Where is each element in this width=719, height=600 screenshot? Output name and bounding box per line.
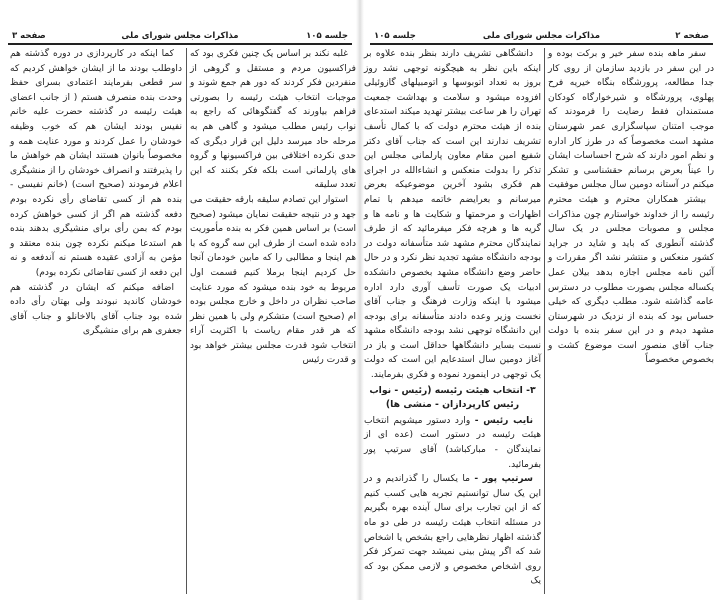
publication-title: مذاکرات مجلس شورای ملی [482, 31, 601, 41]
speaker-name: سرتیپ پور - [474, 474, 533, 485]
section-heading: ۳- انتخاب هیئت رئیسه (رئیس - نواب رئیس کارپردازان - منشی ها) [369, 384, 536, 411]
text-column-right [548, 47, 714, 368]
speech-paragraph [364, 414, 541, 472]
speech-paragraph [364, 472, 541, 589]
body-paragraph: استوار این تصادم سلیقه بارقه حقیقت می جهد و در نتیجه حقیقت نمایان میشود (صحیح است) بر اساس همین فکر به بنده مأموریت داده شده است از طرف این سه گروه که با هم اینجا و مطالبی را که مابین خودمان آنجا حل کردیم اینجا برملا کنیم قسمت اول مربوط به خود بنده میشود که مورد عنایت صاحب نظران در داخل و خارج مجلس بوده ام (صحیح است) متشکرم ولی با همین نظر که هر قدر مقام ریاست با اکثریت آراء انتخاب شود قدرت مجلس بیشتر خواهد بود و قدرت رئیس [190, 194, 356, 366]
body-paragraph: کما اینکه در کارپردازی در دوره گذشته هم داوطلب بودند ما از ایشان خواهش کردیم که سر قطعی بفرمایند اعتمادی بسرای حفظ وحدت بنده منصرف هستم ( از جانب اعضای هیئت رئیسه در گذشته حضرت علیه خانم نفیس بودند ایشان هم که خوب وظیفه خودشان را عمل کردند و مورد عنایت همه و مخصوصاً بانوان هستند ایشان هم خواهش ما را پذیرفتند و انصراف خودشان را از منشیگری اعلام فرمودند (صحیح است) (خانم نفیسی - بنده هم از کسی تقاضای رأی نکرده بودم دفعه گذشته هم اگر از کسی خواهش کرده بودم که بمن رأی برای منشیگری بدهند بنده هم استدعا میکنم نکرده چون بنده معتقد و مؤمن به آزادی عقیده هستم نه آندفعه و نه این دفعه از کسی تقاضائی نکرده بودم) [10, 49, 182, 278]
running-header [8, 31, 352, 45]
running-header [370, 31, 713, 45]
page-3 [0, 0, 358, 600]
text-column-left [364, 47, 541, 589]
body-paragraph: سفر ماهه بنده سفر خیر و برکت بوده و در این سفر در بازدید سازمان از روی کار جدا مطالعه، پرورشگاه بنگاه خیریه فرح پهلوی، پرورشگاه و شیرخوارگاه کودکان مستمندان فقط رضایت را فرمودند که موجب امتنان سپاسگزاری عمر شهرستان مشهد است مخصوصاً که در طرز کار اداره و نظم امور دارند که شرح احساسات ایشان را عیناً بعرض برسانم حقشناسی و تشکر میکنم در آستانه دومین سال مجلس موفقیت [548, 49, 714, 191]
session-number: جلسه ۱۰۵ [374, 31, 416, 41]
column-divider [186, 48, 187, 594]
body-paragraph: غلبه نکند بر اساس یک چنین فکری بود که فراکسیون مردم و مستقل و گروهی از منفردین فکر کردند که دور هم جمع شوند و موجبات انتخاب هیئت رئیسه را بصورتی فراهم بیاورند که گفتگوهائی که راجع به نواب رئیس مطلب میشود و گاهی هم به مرحله حاد میرسد دلیل این قرار دیگری که حدی نکرده اختلافی بین فراکسیونها و گروه های پارلمانی است بلکه فکر بکنند که این تعدد سلیقه [190, 49, 356, 191]
speaker-name: نایب رئیس - [474, 415, 534, 426]
text-column-left [10, 47, 182, 339]
body-paragraph: اضافه میکنم که ایشان در گذشته هم خودشان کاندید نبودند ولی بهتان رأی داده شده بود جناب آقای بالاخانلو و جناب آقای جعفری هم برای منشیگری [10, 282, 182, 337]
page-number: صفحه ۳ [12, 31, 46, 41]
body-paragraph: دانشگاهی تشریف دارند بنظر بنده علاوه بر اینکه باین نظر به هیچگونه توجهی نشد روز بروز به تعداد اتوبوسها و اتومبیلهای گازوئیلی افزوده میشود و سلامت و بهداشت جمعیت تهران را هر ساعت بیشتر تهدید میکند استدعای بنده از هیئت محترم دولت که با کمال تأسف تشریف ندارند این است که جناب آقای دکتر شفیع امین مقام معاون پارلمانی مجلس این تذکر را بدولت منعکس و انشاءالله در اجرای هم فکری بشود آخرین موضوعیکه بعرض میرسانم و بعرایضم خاتمه میدهم با تمام اظهارات و مرحمتها و شکایت ها و نامه ها و گریه ها و هرچه فکر میفرمائید که از طرف نمایندگان محترم مشهد شد متأسفانه دولت در بودجه دانشگاه مشهد تجدید نظر نکرد و در حال حاضر وضع دانشگاه مشهد بخصوص دانشکده ادبیات یک صورت تأسف آوری دارد اداره میشود با اینکه وزارت فرهنگ و جناب آقای نخست وزیر وعده دادند متأسفانه برای بودجه این دانشگاه توجهی نشد بودجه دانشگاه مشهد نسبت بسایر دانشگاهها حداقل است و باز در آغاز دومین سال استدعایم این است که دولت یک توجهی در اینمورد نموده و فکری بفرمایند. [364, 49, 541, 381]
session-number: جلسه ۱۰۵ [306, 31, 348, 41]
column-divider [544, 48, 545, 594]
speech-text: وارد دستور میشویم انتخاب هیئت رئیسه در دستور است (عده ای از نمایندگان - مبارکباشد) آقای سرتیپ پور بفرمائید. [364, 415, 541, 470]
publication-title: مذاکرات مجلس شورای ملی [121, 31, 239, 41]
page-number: صفحه ۲ [675, 31, 709, 41]
speech-text: ما یکسال را گذراندیم و در این یک سال توانستیم تجربه هایی کسب کنیم که از این تجارب برای سال آینده بهره بگیریم در مسئله انتخاب هیئت رئیسه در طی دو ماه گذشته اظهار نظرهایی راجع بشخص یا اشخاص شد که اگر پیش بینی نمیشد جهت تمرکز فکر روی اشخاص مخصوص و لازمی ممکن بود که یک [364, 474, 541, 587]
text-column-right [190, 47, 356, 368]
body-paragraph: بیشتر همکاران محترم و هیئت محترم رئیسه را از خداوند خواستارم چون مذاکرات مجلس و مصوبات مجلس در یک سال گذشته آنطوری که باید و شاید در جراید کشور منعکس و منتشر نشد اگر مقررات و آئین نامه مجلس اجازه بدهد بیلان عمل یکساله مجلس بصورت مطلوب در دسترس عامه گذاشته شود. مطلب دیگری که خیلی حساس بود که بنده از نزدیک در شهرستان مشهد دیدم و در این سفر بنده با دولت جناب آقای منصور است موضوع کشت و بخصوص مخصوصاً [548, 194, 714, 366]
page-2 [362, 0, 719, 600]
